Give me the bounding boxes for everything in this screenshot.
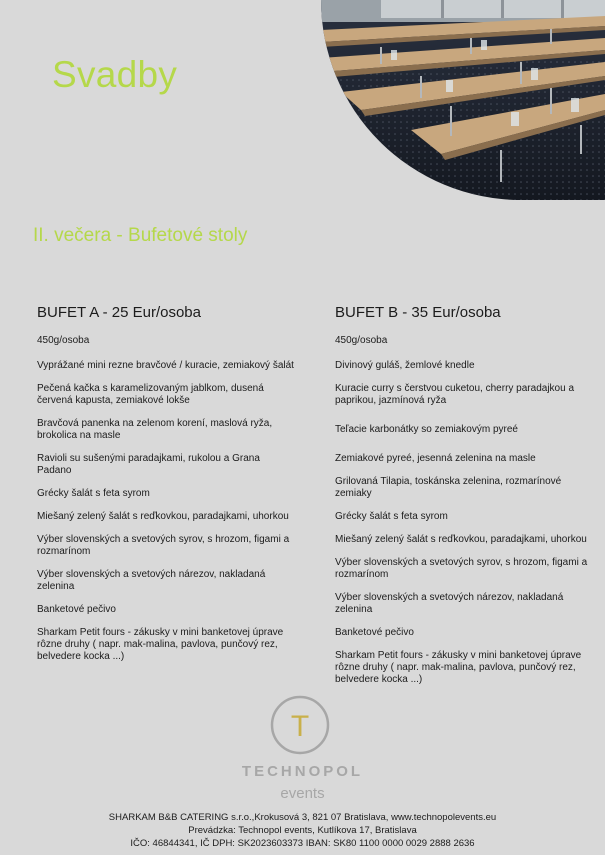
buffet-b-menu	[335, 304, 600, 697]
list-item: Výber slovenských a svetových syrov, s hrozom, figami a rozmarínom	[335, 557, 588, 580]
list-item: Vyprážané mini rezne bravčové / kuracie, zemiakový šalát	[37, 360, 294, 371]
list-item: Výber slovenských a svetových nárezov, nakladaná zelenina	[37, 569, 266, 592]
buffet-a-menu	[37, 304, 295, 674]
buffet-b-title: BUFET B - 35 Eur/osoba	[335, 304, 501, 321]
brand-name: TECHNOPOL	[241, 763, 364, 780]
footer-line-venue: Prevádzka: Technopol events, Kutlíkova 17, Bratislava	[188, 825, 417, 836]
list-item: Grilovaná Tilapia, toskánska zelenina, rozmarínové zemiaky	[335, 476, 562, 499]
footer-line-address: SHARKAM B&B CATERING s.r.o.,Krokusová 3, 821 07 Bratislava, www.technopolevents.eu	[108, 812, 497, 823]
brand-subtitle: events	[280, 785, 325, 802]
list-item: Miešaný zelený šalát s reďkovkou, paradajkami, uhorkou	[37, 511, 289, 522]
list-item: Výber slovenských a svetových nárezov, nakladaná zelenina	[335, 592, 564, 615]
list-item: Banketové pečivo	[37, 604, 116, 615]
conference-room-photo	[321, 0, 605, 200]
list-item: Ravioli su sušenými paradajkami, rukolou a Grana Padano	[37, 453, 260, 476]
list-item: Sharkam Petit fours - zákusky v mini banketovej úprave rôzne druhy ( napr. mak-malina, pavlova, punčový rez, belvedere kocka ...)	[335, 650, 582, 685]
buffet-a-weight: 450g/osoba	[37, 335, 90, 346]
list-item: Sharkam Petit fours - zákusky v mini banketovej úprave rôzne druhy ( napr. mak-malina, pavlova, punčový rez, belvedere kocka ...)	[37, 627, 284, 662]
page-title: Svadby	[52, 54, 178, 95]
list-item: Teľacie karbonátky so zemiakovým pyreé	[335, 424, 518, 435]
list-item: Divinový guláš, žemlové knedle	[335, 360, 475, 371]
list-item: Výber slovenských a svetových syrov, s hrozom, figami a rozmarínom	[37, 534, 290, 557]
buffet-a-title: BUFET A - 25 Eur/osoba	[37, 304, 201, 321]
section-subtitle: II. večera - Bufetové stoly	[33, 225, 248, 246]
footer-line-ids: IČO: 46844341, IČ DPH: SK2023603373 IBAN: SK80 1100 0000 0029 2888 2636	[130, 838, 475, 849]
company-footer	[0, 811, 605, 850]
list-item: Grécky šalát s feta syrom	[335, 511, 448, 522]
list-item: Miešaný zelený šalát s reďkovkou, paradajkami, uhorkou	[335, 534, 587, 545]
logo-letter: T	[290, 710, 310, 743]
list-item: Bravčová panenka na zelenom korení, maslová ryža, brokolica na masle	[37, 418, 273, 441]
list-item: Pečená kačka s karamelizovaným jablkom, dusená červená kapusta, zemiakové lokše	[37, 383, 264, 406]
list-item: Grécky šalát s feta syrom	[37, 488, 150, 499]
list-item: Zemiakové pyreé, jesenná zelenina na masle	[335, 453, 536, 464]
buffet-b-weight: 450g/osoba	[335, 335, 388, 346]
list-item: Banketové pečivo	[335, 627, 414, 638]
technopol-logo-icon	[270, 695, 330, 755]
list-item: Kuracie curry s čerstvou cuketou, cherry paradajkou a paprikou, jazmínová ryža	[335, 383, 574, 406]
